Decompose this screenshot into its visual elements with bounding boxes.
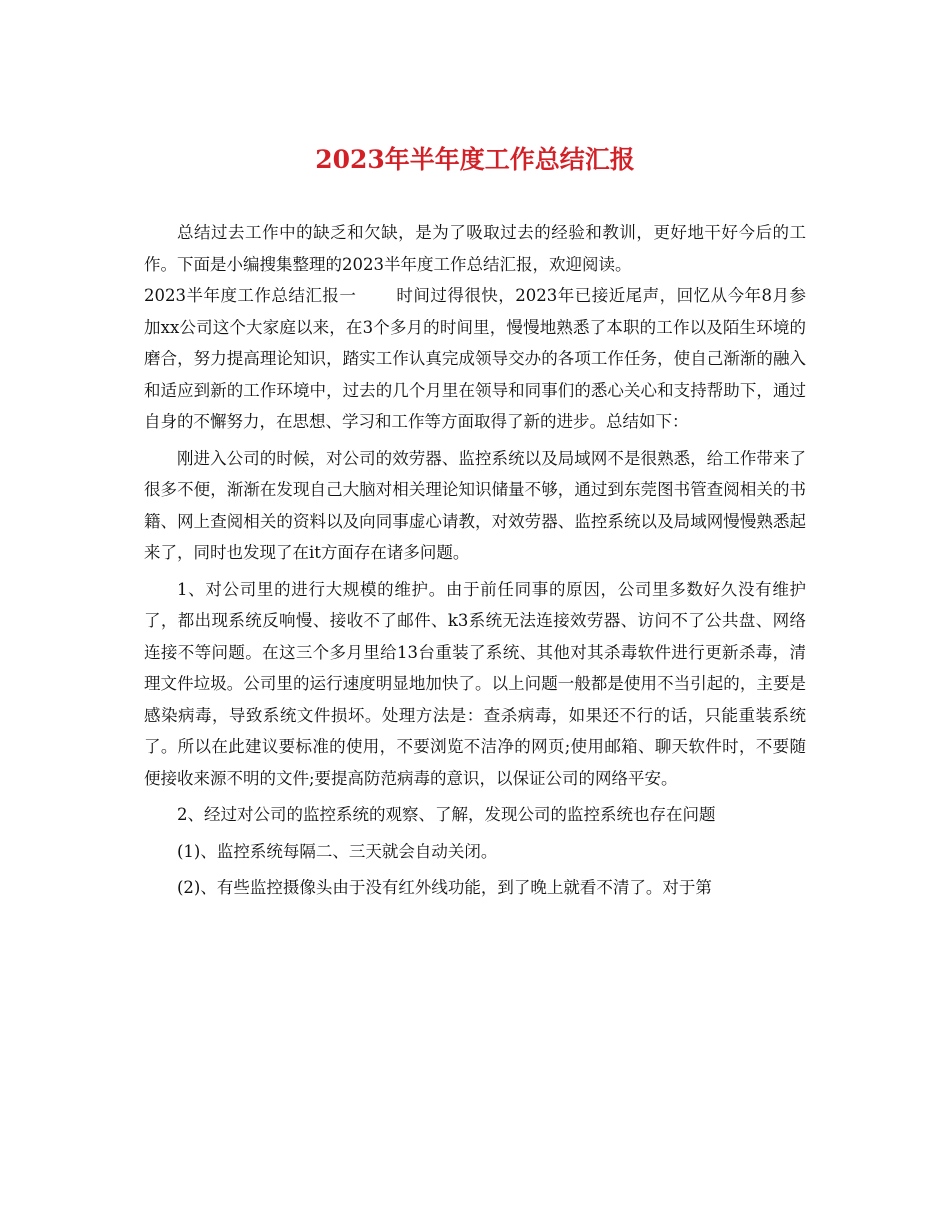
document-body (144, 217, 806, 904)
intro-paragraph: 总结过去工作中的缺乏和欠缺，是为了吸取过去的经验和教训，更好地干好今后的工作。下面是小编搜集整理的2023半年度工作总结汇报，欢迎阅读。 (144, 223, 806, 274)
document-title: 2023年半年度工作总结汇报 (315, 145, 635, 174)
paragraph-monitoring: 2、经过对公司的监控系统的观察、了解，发现公司的监控系统也存在问题 (177, 805, 716, 824)
paragraph-new-job: 刚进入公司的时候，对公司的效劳器、监控系统以及局域网不是很熟悉，给工作带来了很多不便，渐渐在发现自己大脑对相关理论知识储量不够，通过到东莞图书管查阅相关的书籍、网上查阅相关的资料以及向同事虚心请教，对效劳器、监控系统以及局域网慢慢熟悉起来了，同时也发现了在it方面存在诸多问题。 (144, 448, 806, 562)
section-body: 时间过得很快，2023年已接近尾声，回忆从今年8月参加xx公司这个大家庭以来，在3个多月的时间里，慢慢地熟悉了本职的工作以及陌生环境的磨合，努力提高理论知识，踏实工作认真完成领导交办的各项工作任务，使自己渐渐的融入和适应到新的工作环境中，过去的几个月里在领导和同事们的悉心关心和支持帮助下，通过自身的不懈努力，在思想、学习和工作等方面取得了新的进步。总结如下： (144, 286, 806, 431)
paragraph-item-2: (2)、有些监控摄像头由于没有红外线功能，到了晚上就看不清了。对于第 (177, 878, 712, 897)
paragraph-item-1: (1)、监控系统每隔二、三天就会自动关闭。 (177, 841, 498, 861)
paragraph-maintenance: 1、对公司里的进行大规模的维护。由于前任同事的原因，公司里多数好久没有维护了，都出现系统反响慢、接收不了邮件、k3系统无法连接效劳器、访问不了公共盘、网络连接不等问题。在这三个多月里给13台重装了系统、其他对其杀毒软件进行更新杀毒，清理文件垃圾。公司里的运行速度明显地加快了。以上问题一般都是使用不当引起的，主要是感染病毒，导致系统文件损坏。处理方法是：查杀病毒，如果还不行的话，只能重装系统了。所以在此建议要标准的使用，不要浏览不洁净的网页;使用邮箱、聊天软件时，不要随便接收来源不明的文件;要提高防范病毒的意识，以保证公司的网络平安。 (144, 579, 806, 788)
section-heading: 2023半年度工作总结汇报一 (144, 286, 357, 305)
section-one-paragraph (144, 280, 806, 438)
